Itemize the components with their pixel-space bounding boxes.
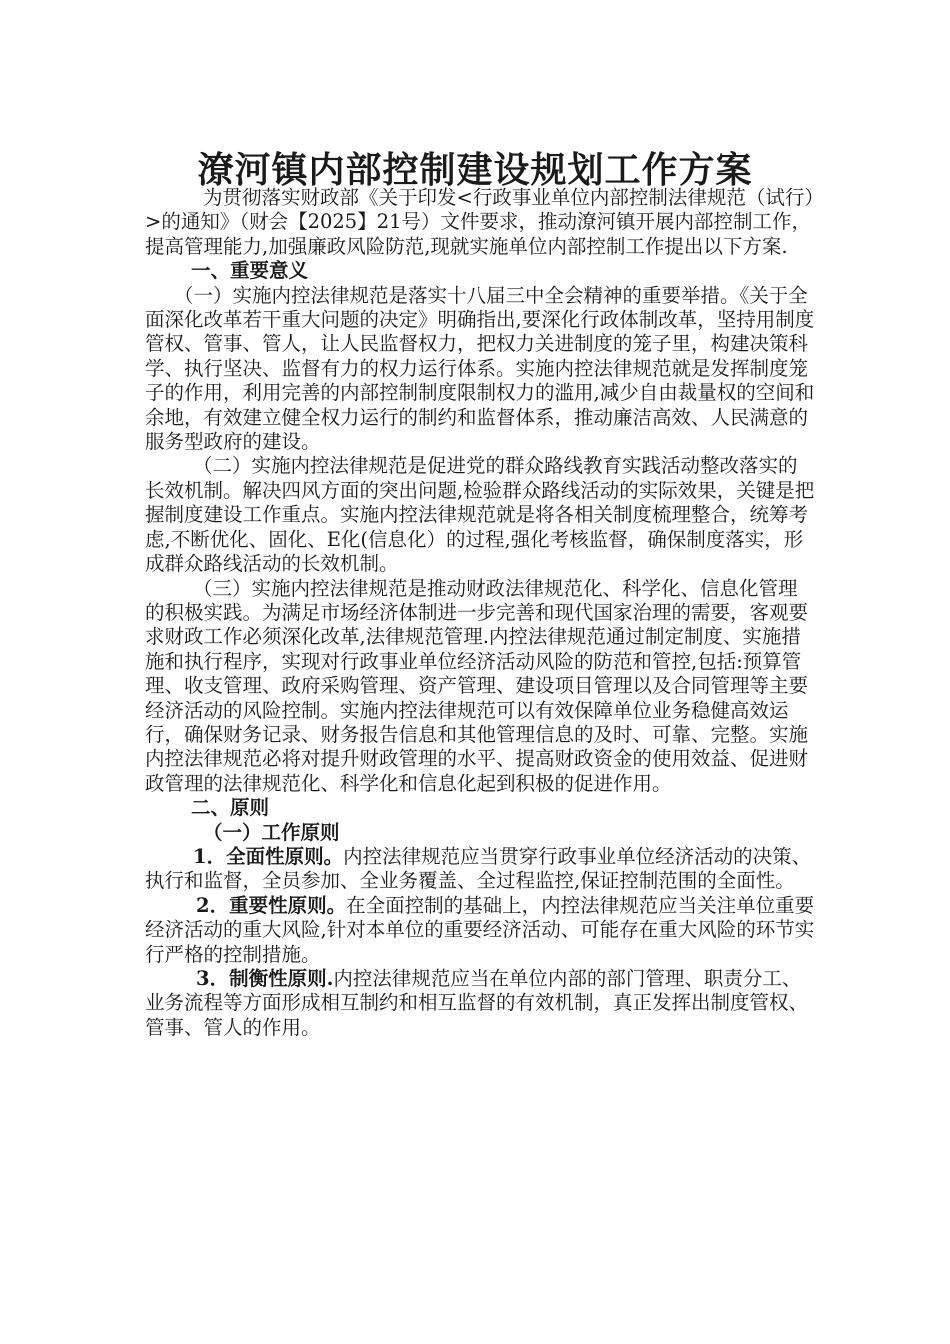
document-title: 潦河镇内部控制建设规划工作方案 (197, 149, 753, 191)
intro-paragraph: 为贯彻落实财政部《关于印发<行政事业单位内部控制法律规范（试行）>的通知》（财会【2025】21号）文件要求，推动潦河镇开展内部控制工作，提高管理能力,加强廉政风险防范,现就实施单位内部控制工作提出以下方案. (145, 186, 815, 258)
principle-label: 制衡性原则. (229, 967, 334, 990)
document-body (145, 186, 815, 1040)
principle-item (145, 967, 815, 1040)
principle-text: 在全面控制的基础上，内控法律规范应当关注单位重要经济活动的重大风险,针对本单位的重要经济活动、可能存在重大风险的环节实行严格的控制措施。 (145, 893, 815, 966)
significance-paragraph-1: （一）实施内控法律规范是落实十八届三中全会精神的重要举措。《关于全面深化改革若干重大问题的决定》明确指出,要深化行政体制改革，坚持用制度管权、管事、管人，让人民监督权力，把权力关进制度的笼子里，构建决策科学、执行坚决、监督有力的权力运行体系。实施内控法律规范就是发挥制度笼子的作用，利用完善的内部控制制度限制权力的滥用,减少自由裁量权的空间和余地，有效建立健全权力运行的制约和监督体系，推动廉洁高效、人民满意的服务型政府的建设。 (145, 283, 815, 454)
principle-text: 内控法律规范应当贯穿行政事业单位经济活动的决策、执行和监督，全员参加、全业务覆盖、全过程监控,保证控制范围的全面性。 (145, 844, 812, 893)
subsection-heading-work-principles: （一）工作原则 (203, 820, 340, 844)
principle-label: 重要性原则。 (229, 893, 347, 917)
section-heading-significance: 一、重要意义 (191, 259, 309, 283)
significance-paragraph-3: （三）实施内控法律规范是推动财政法律规范化、科学化、信息化管理的积极实践。为满足市场经济体制进一步完善和现代国家治理的需要，客观要求财政工作必须深化改革,法律规范管理.内控法律规范通过制定制度、实施措施和执行程序，实现对行政事业单位经济活动风险的防范和管控,包括:预算管理、收支管理、政府采购管理、资产管理、建设项目管理以及合同管理等主要经济活动的风险控制。实施内控法律规范可以有效保障单位业务稳健高效运行，确保财务记录、财务报告信息和其他管理信息的及时、可靠、完整。实施内控法律规范必将对提升财政管理的水平、提高财政资金的使用效益、促进财政管理的法律规范化、科学化和信息化起到积极的促进作用。 (145, 576, 809, 795)
principle-text: 内控法律规范应当在单位内部的部门管理、职责分工、业务流程等方面形成相互制约和相互监督的有效机制，真正发挥出制度管权、管事、管人的作用。 (145, 967, 809, 1039)
principle-number: 2． (196, 893, 230, 917)
principle-label: 全面性原则。 (226, 844, 344, 868)
section-heading-principles: 二、原则 (191, 796, 270, 820)
principle-item (145, 894, 815, 967)
significance-paragraph-2: （二）实施内控法律规范是促进党的群众路线教育实践活动整改落实的长效机制。解决四风方面的突出问题,检验群众路线活动的实际效果，关键是把握制度建设工作重点。实施内控法律规范就是将各相关制度梳理整合，统筹考虑,不断优化、固化、E化(信息化）的过程,强化考核监督，确保制度落实，形成群众路线活动的长效机制。 (145, 454, 815, 576)
principle-number: 1． (193, 844, 227, 868)
principle-number: 3． (196, 967, 230, 990)
principle-item (145, 845, 815, 894)
